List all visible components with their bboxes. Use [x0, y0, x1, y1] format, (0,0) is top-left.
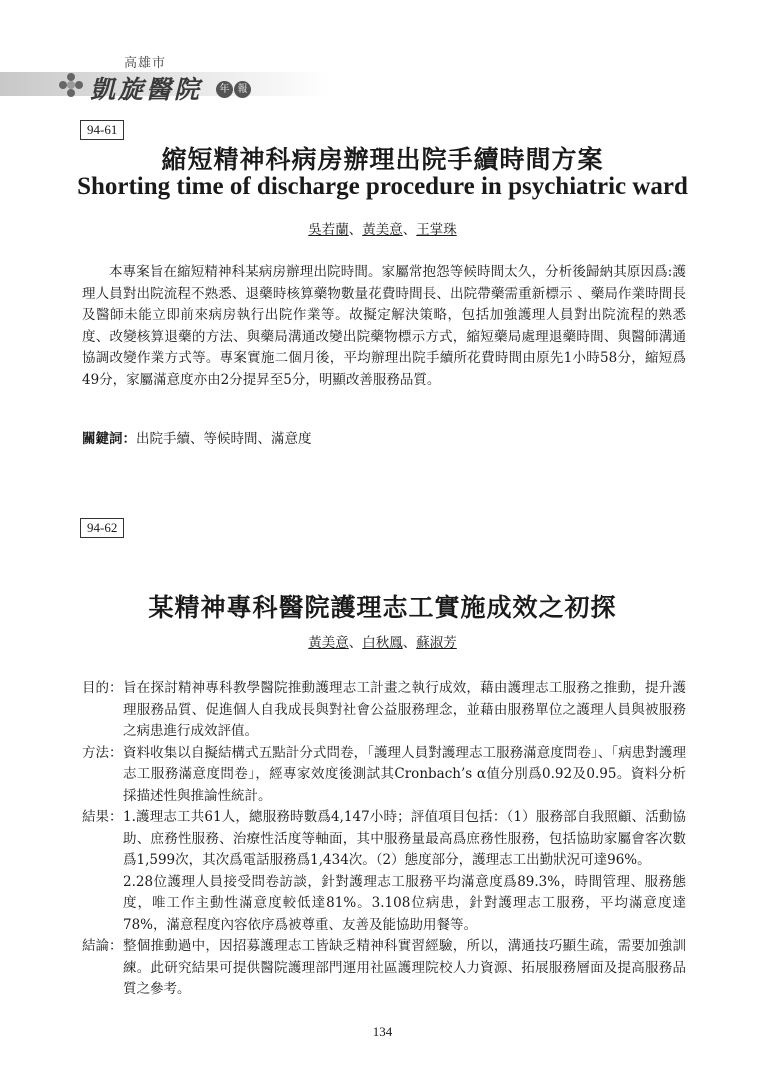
section-label: 結論： — [82, 938, 123, 954]
article1-authors: 吳若蘭、黃美意、王掌珠 — [308, 222, 457, 238]
section-label: 結果： — [82, 809, 123, 825]
article1-title-zh: 縮短精神科病房辦理出院手續時間方案 — [161, 145, 604, 174]
section-method — [82, 743, 686, 808]
author: 蘇淑芳 — [416, 635, 457, 651]
section-text: 2.28位護理人員接受問卷訪談，針對護理志工服務平均滿意度爲89.3%，時間管理、服務態度，唯工作主動性滿意度較低達81%。3.108位病患，針對護理志工服務，平均滿意度達78%，滿意程度內容依序爲被尊重、友善及能協助用餐等。 — [123, 873, 686, 933]
author: 吳若蘭 — [308, 222, 349, 238]
header-hospital-name: 凱旋醫院 — [90, 75, 203, 104]
header-city: 高雄市 — [124, 56, 167, 71]
section-conclusion — [82, 936, 686, 1001]
section-label: 方法： — [82, 744, 123, 761]
article1-abstract — [82, 262, 686, 391]
page-header — [0, 50, 765, 120]
section-text: 1.護理志工共61人，總服務時數爲4,147小時；評值項目包括：（1）服務部自我照顧、活動協助、庶務性服務、治療性活度等軸面，其中服務量最高爲庶務性服務，包括協助家屬會客次數爲1,599次，其次爲電話服務爲1,434次。（2）態度部分，護理志工出勤狀況可達96%。 — [123, 809, 686, 868]
page-number: 134 — [372, 1024, 393, 1039]
author: 黃美意 — [362, 222, 403, 238]
author: 黃美意 — [308, 635, 349, 651]
article2-authors: 黃美意、白秋鳳、蘇淑芳 — [308, 635, 457, 651]
section-text: 整個推動過中，因招募護理志工皆缺乏精神科實習經驗，所以，溝通技巧顯生疏，需要加強訓練。此研究結果可提供醫院護理部門運用社區護理院校人力資源、拓展服務層面及提高服務品質之參考。 — [123, 938, 686, 997]
section-text: 旨在探討精神專科教學醫院推動護理志工計畫之執行成效，藉由護理志工服務之推動，提升護理服務品質、促進個人自我成長與對社會公益服務理念，並藉由服務單位之護理人員與被服務之病患進行成效評值。 — [123, 680, 686, 739]
article1-keywords — [82, 427, 312, 447]
author: 王掌珠 — [416, 222, 457, 238]
section-results — [82, 807, 686, 936]
keywords-label: 關鍵詞： — [82, 431, 136, 447]
article2-title-zh: 某精神專科醫院護理志工實施成效之初探 — [148, 593, 617, 622]
article2-code: 94-62 — [80, 518, 124, 538]
author: 白秋鳳 — [362, 635, 403, 651]
article1-code: 94-61 — [80, 120, 124, 140]
section-label: 目的： — [82, 680, 123, 696]
abstract-text: 本專案旨在縮短精神科某病房辦理出院時間。家屬常抱怨等候時間太久，分析後歸納其原因爲:護理人員對出院流程不熟悉、退藥時核算藥物數量花費時間長、出院帶藥需重新標示 、藥局作業時間長及醫師未能立即前來病房執行出院作業等。故擬定解決策略，包括加強護理人員對出院流程的熟悉度、改變核算退藥的方法、與藥局溝通改變出院藥物標示方式，縮短藥局處理退藥時間、與醫師溝通協調改變作業方式等。專案實施二個月後，平均辦理出院手續所花費時間由原先1小時58分，縮短爲49分，家屬滿意度亦由2分提昇至5分，明顯改善服務品質。 — [82, 264, 686, 388]
section-purpose — [82, 678, 686, 743]
section-text: 資料收集以自擬結構式五點計分式問卷，「護理人員對護理志工服務滿意度問卷」、「病患對護理志工服務滿意度問卷」，經專家效度後測試其Cronbach’s α值分別爲0.92及0.95。資料分析採描述性與推論性統計。 — [123, 744, 686, 804]
flower-emblem-icon — [58, 72, 84, 98]
article1-title-en: Shorting time of discharge procedure in psychiatric ward — [77, 173, 688, 200]
article2-body — [82, 678, 686, 1001]
keywords-text: 出院手續、等候時間、滿意度 — [136, 431, 312, 447]
header-badge-year: 年 — [216, 81, 233, 98]
header-badge-report: 報 — [234, 81, 251, 98]
